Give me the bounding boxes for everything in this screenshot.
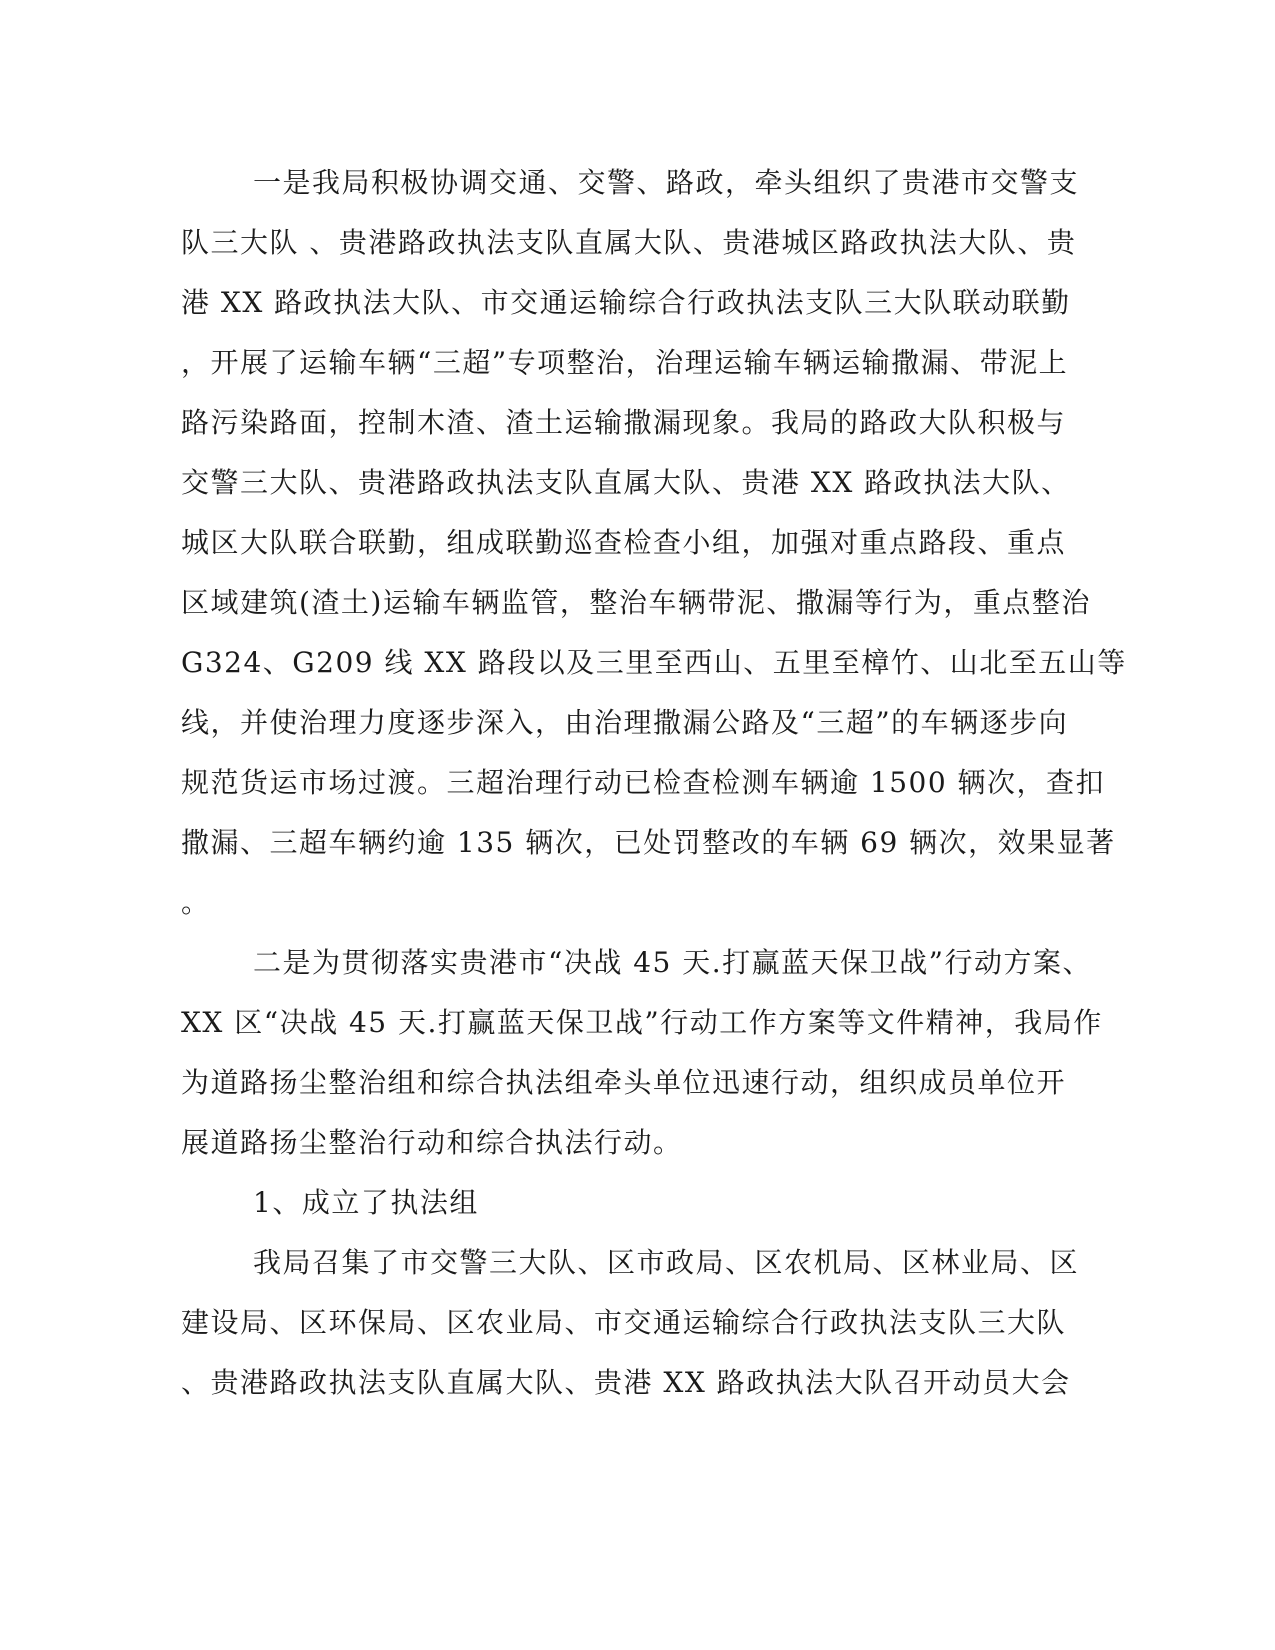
body-text [181, 160, 1127, 1420]
paragraph-2-line-1: 二是为贯彻落实贵港市“决战 45 天.打赢蓝天保卫战”行动方案、 [253, 946, 1092, 979]
paragraph-3-line-1: 我局召集了市交警三大队、区市政局、区农机局、区林业局、区 [253, 1246, 1080, 1279]
paragraph-3-line-2: 建设局、区环保局、区农业局、市交通运输综合行政执法支队三大队 [181, 1306, 1067, 1339]
paragraph-1-line-8: 区域建筑(渣土)运输车辆监管，整治车辆带泥、撒漏等行为，重点整治 [181, 586, 1091, 619]
paragraph-1-line-7: 城区大队联合联勤，组成联勤巡查检查小组，加强对重点路段、重点 [181, 526, 1067, 559]
paragraph-1-line-1: 一是我局积极协调交通、交警、路政，牵头组织了贵港市交警支 [253, 166, 1080, 199]
paragraph-1-line-6: 交警三大队、贵港路政执法支队直属大队、贵港 XX 路政执法大队、 [181, 466, 1071, 499]
paragraph-1-line-2: 队三大队 、贵港路政执法支队直属大队、贵港城区路政执法大队、贵 [181, 226, 1077, 259]
paragraph-2-line-3: 为道路扬尘整治组和综合执法组牵头单位迅速行动，组织成员单位开 [181, 1066, 1067, 1099]
paragraph-1-line-12: 撒漏、三超车辆约逾 135 辆次，已处罚整改的车辆 69 辆次，效果显著 [181, 826, 1116, 859]
paragraph-1-line-11: 规范货运市场过渡。三超治理行动已检查检测车辆逾 1500 辆次，查扣 [181, 766, 1106, 799]
section-heading: 1、成立了执法组 [253, 1186, 479, 1219]
paragraph-1-line-4: ，开展了运输车辆“三超”专项整治，治理运输车辆运输撒漏、带泥上 [181, 346, 1069, 379]
paragraph-1-line-10: 线，并使治理力度逐步深入，由治理撒漏公路及“三超”的车辆逐步向 [181, 706, 1069, 739]
paragraph-2-line-4: 展道路扬尘整治行动和综合执法行动。 [181, 1126, 683, 1159]
paragraph-1-line-9: G324、G209 线 XX 路段以及三里至西山、五里至樟竹、山北至五山等 [181, 646, 1127, 679]
paragraph-2-line-2: XX 区“决战 45 天.打赢蓝天保卫战”行动工作方案等文件精神，我局作 [181, 1006, 1103, 1039]
paragraph-1-line-13: 。 [181, 886, 211, 919]
paragraph-3-line-3: 、贵港路政执法支队直属大队、贵港 XX 路政执法大队召开动员大会 [181, 1366, 1071, 1399]
paragraph-1-line-3: 港 XX 路政执法大队、市交通运输综合行政执法支队三大队联动联勤 [181, 286, 1071, 319]
paragraph-1-line-5: 路污染路面，控制木渣、渣土运输撒漏现象。我局的路政大队积极与 [181, 406, 1067, 439]
